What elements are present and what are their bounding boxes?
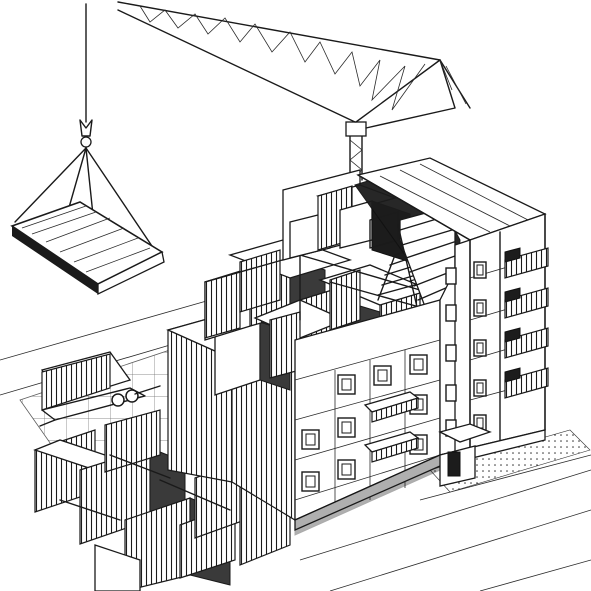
suspended-floor-panel <box>12 202 164 294</box>
